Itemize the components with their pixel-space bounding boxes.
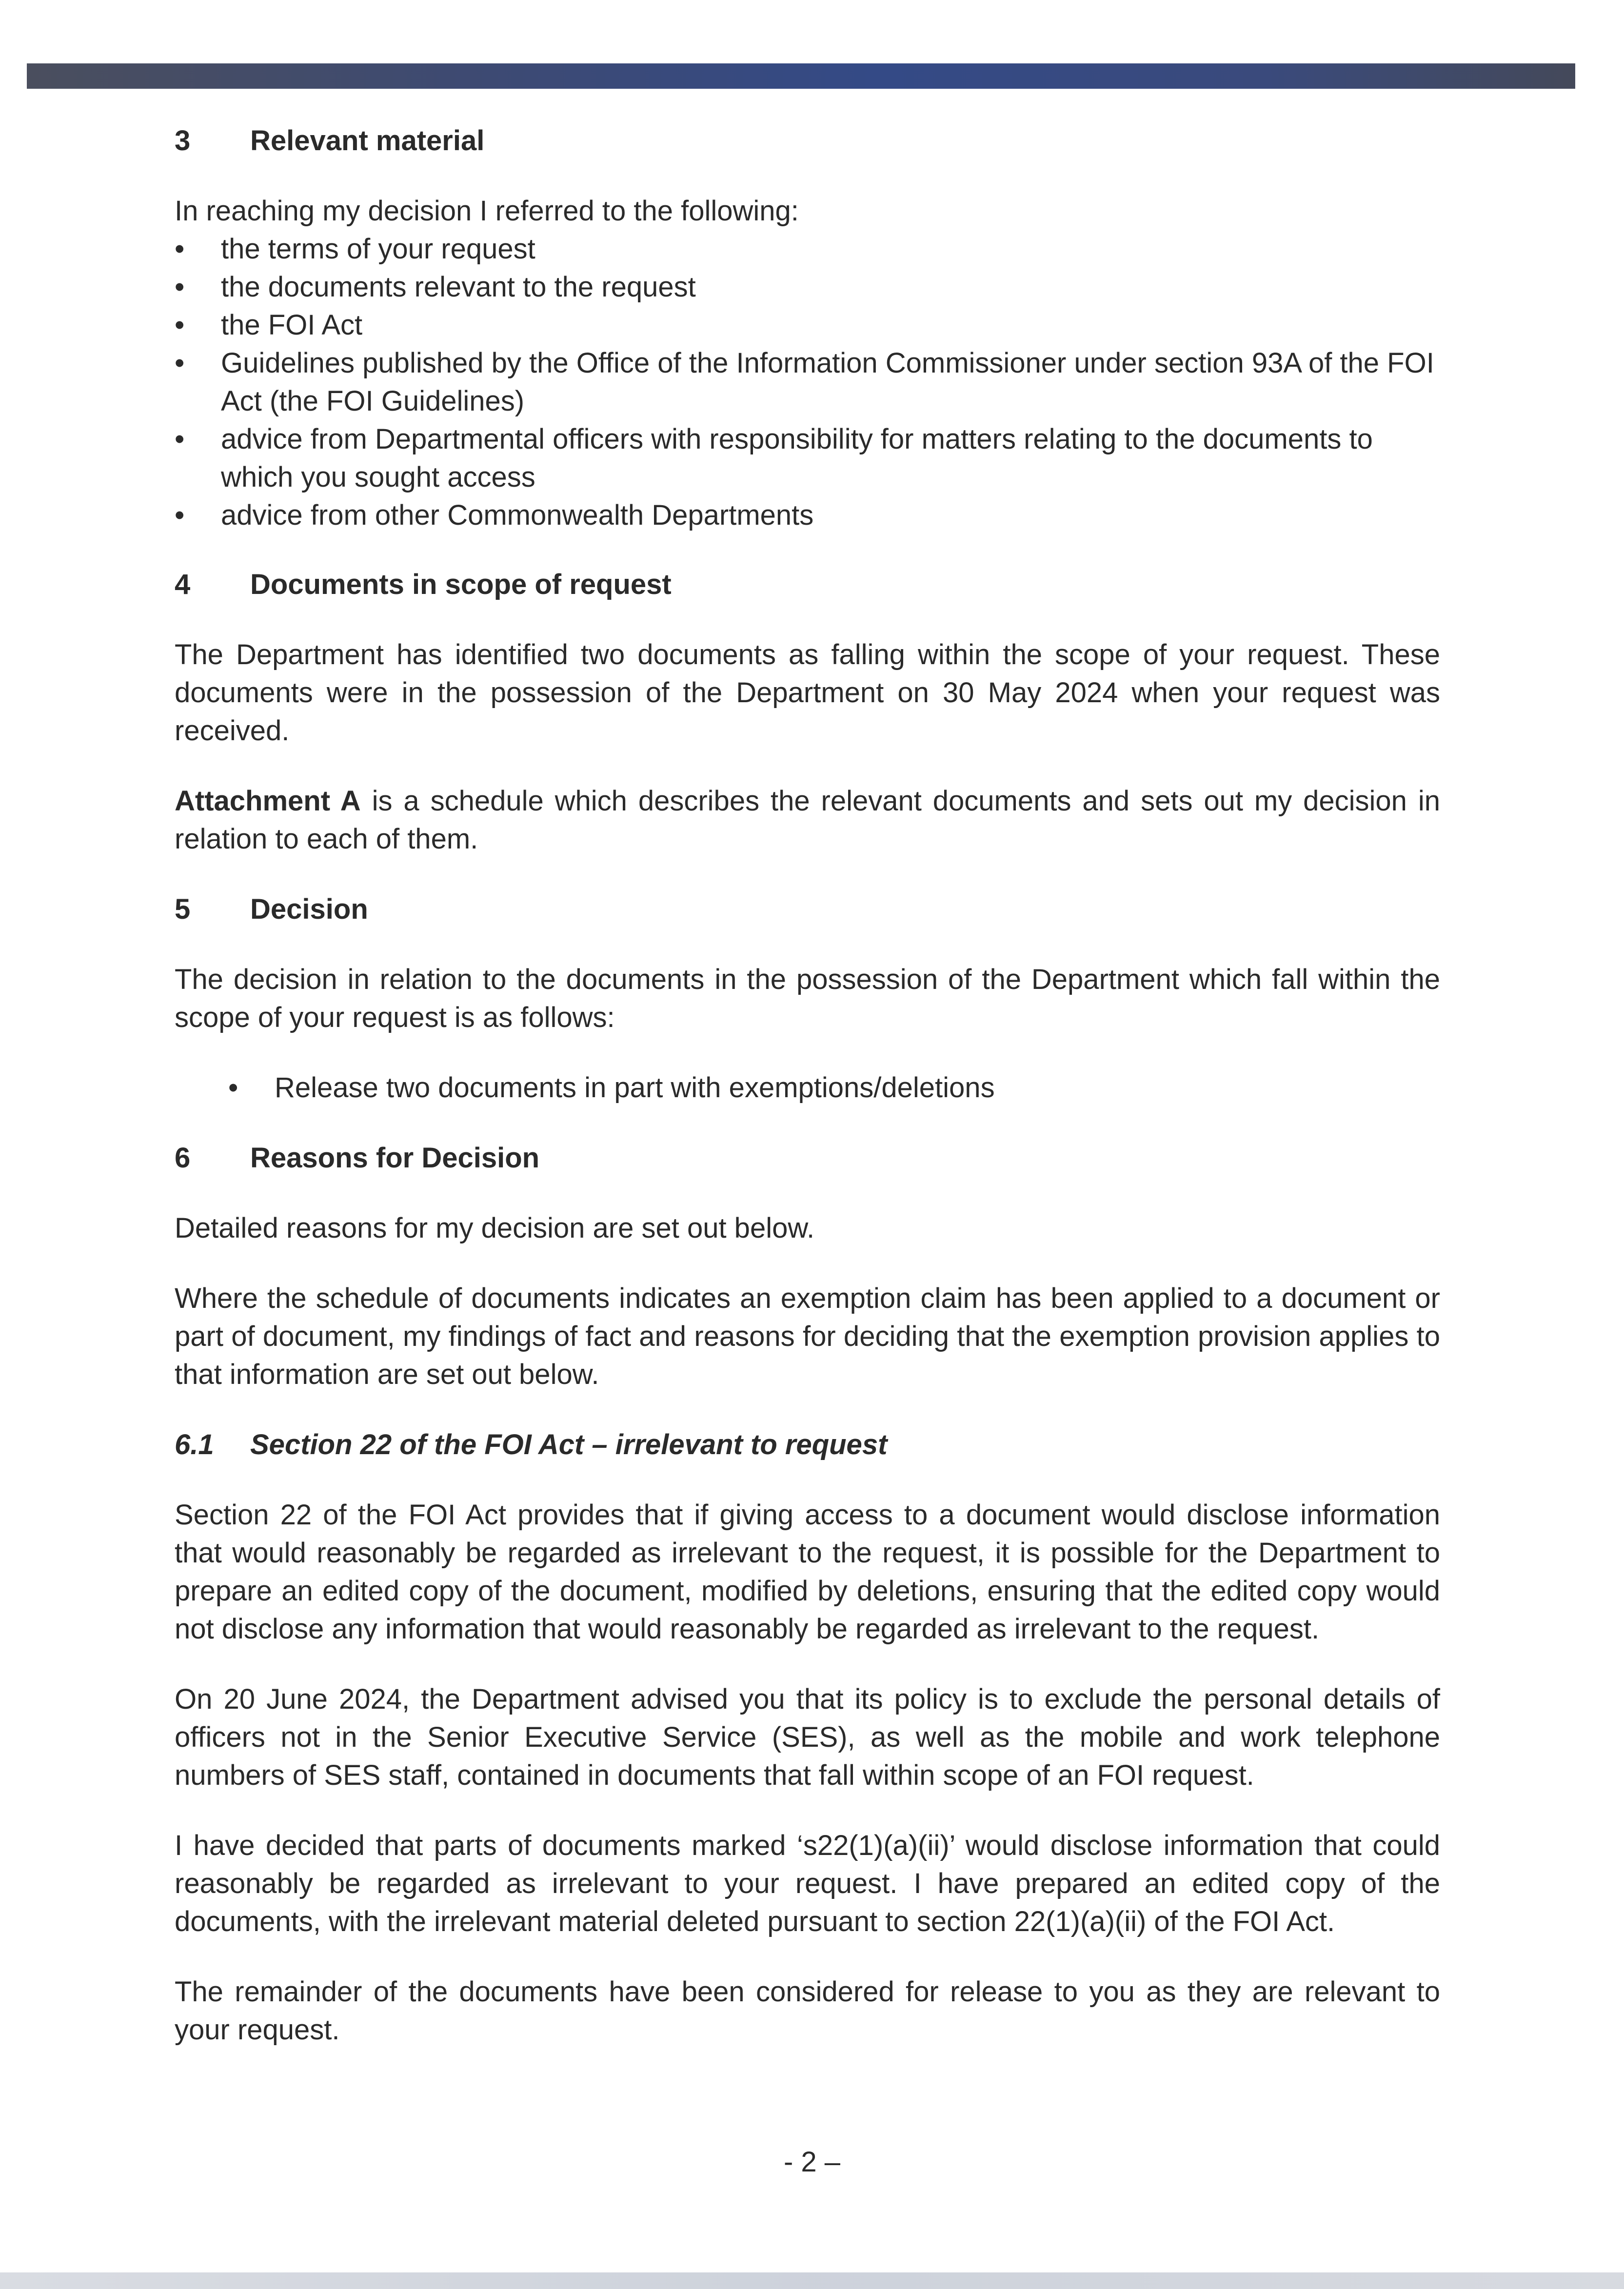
section-title: Decision	[250, 893, 368, 925]
section-6-1-paragraph-1: Section 22 of the FOI Act provides that if giving access to a document would disclose information that would reasonably be regarded as irrelevant to the request, it is possible for the Department to prepare an edited copy of the document, modified by deletions, ensuring that the edited copy would not disclose any information that would reasonably be regarded as irrelevant to the request.	[175, 1499, 1440, 1645]
section-number: 6.1	[175, 1429, 214, 1460]
section-number: 5	[175, 893, 191, 925]
section-3-heading	[175, 122, 1440, 160]
relevant-material-list	[175, 230, 1440, 534]
page-number: - 2 –	[783, 2146, 841, 2178]
section-4-paragraph-2	[175, 782, 1440, 858]
list-item: • Guidelines published by the Office of the Information Commissioner under section 93A of the FOI Act (the FOI Guidelines)	[175, 344, 1440, 420]
footer-bar	[0, 2272, 1624, 2289]
list-item: • the documents relevant to the request	[175, 268, 1440, 306]
section-6-paragraph-1: Detailed reasons for my decision are set out below.	[175, 1212, 815, 1244]
list-item: • advice from Departmental officers with responsibility for matters relating to the documents to which you sought access	[175, 420, 1440, 496]
section-4-paragraph-1: The Department has identified two documents as falling within the scope of your request. These documents were in the possession of the Department on 30 May 2024 when your request was received.	[175, 639, 1440, 747]
section-number: 6	[175, 1142, 191, 1174]
section-6-1-heading	[175, 1426, 1440, 1464]
section-6-heading	[175, 1139, 1440, 1177]
section-title: Relevant material	[250, 125, 485, 157]
section-number: 4	[175, 569, 191, 600]
section-4-heading	[175, 566, 1440, 604]
section-number: 3	[175, 125, 191, 157]
document-body	[175, 122, 1440, 2049]
decision-list	[175, 1069, 1440, 1107]
section-6-1-paragraph-3: I have decided that parts of documents marked ‘s22(1)(a)(ii)’ would disclose information that could reasonably be regarded as irrelevant to your request. I have prepared an edited copy of the documents, with the irrelevant material deleted pursuant to section 22(1)(a)(ii) of the FOI Act.	[175, 1830, 1440, 1937]
list-item: • Release two documents in part with exemptions/deletions	[175, 1069, 1440, 1107]
attachment-label: Attachment A	[175, 785, 361, 817]
section-6-1-paragraph-4: The remainder of the documents have been considered for release to you as they are relevant to your request.	[175, 1976, 1440, 2046]
section-5-paragraph-1: The decision in relation to the documents in the possession of the Department which fall within the scope of your request is as follows:	[175, 964, 1440, 1033]
section-title: Reasons for Decision	[250, 1142, 540, 1174]
list-item: • the terms of your request	[175, 230, 1440, 268]
section-6-1-paragraph-2: On 20 June 2024, the Department advised you that its policy is to exclude the personal details of officers not in the Senior Executive Service (SES), as well as the mobile and work telephone numbers of SES staff, contained in documents that fall within scope of an FOI request.	[175, 1683, 1440, 1791]
list-item: • the FOI Act	[175, 306, 1440, 344]
section-6-paragraph-2: Where the schedule of documents indicates an exemption claim has been applied to a document or part of document, my findings of fact and reasons for deciding that the exemption provision applies to that information are set out below.	[175, 1283, 1440, 1390]
list-item: • advice from other Commonwealth Departments	[175, 496, 1440, 534]
header-bar	[27, 63, 1575, 89]
section-3-intro: In reaching my decision I referred to the following:	[175, 195, 799, 227]
section-title: Section 22 of the FOI Act – irrelevant to request	[250, 1429, 888, 1460]
section-5-heading	[175, 890, 1440, 928]
section-title: Documents in scope of request	[250, 569, 672, 600]
paragraph-text: is a schedule which describes the relevant documents and sets out my decision in relation to each of them.	[175, 785, 1440, 855]
